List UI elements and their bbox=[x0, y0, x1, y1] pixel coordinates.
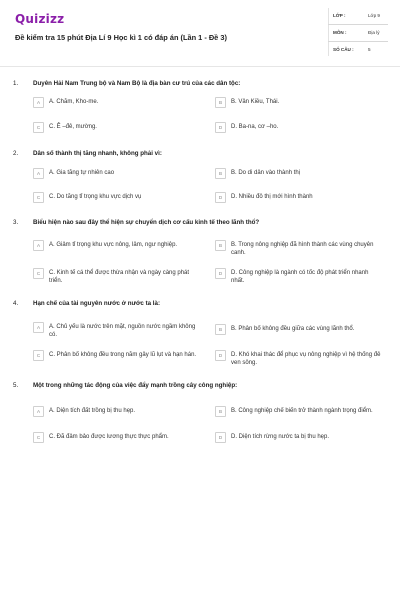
meta-value: Lớp 9 bbox=[368, 13, 380, 18]
question-text: Duyên Hải Nam Trung bộ và Nam Bộ là địa bàn cư trú của các dân tộc: bbox=[33, 80, 241, 87]
option-letter-box: B bbox=[215, 168, 226, 179]
option-text: D. Công nghiệp là ngành có tốc độ phát triển nhanh nhất. bbox=[231, 270, 369, 284]
question-number: 4. bbox=[13, 300, 19, 307]
option-text: B. Phân bố không đều giữa các vùng lãnh thổ. bbox=[231, 326, 355, 332]
option-text: D. Diện tích rừng nước ta bị thu hẹp. bbox=[231, 434, 330, 440]
option-text: D. Khó khai thác để phục vụ nông nghiệp vì hệ thống đê ven sông. bbox=[231, 352, 381, 366]
option-text: C. Kinh tế cá thể được thừa nhận và ngày càng phát triển. bbox=[49, 270, 190, 284]
option-text: B. Vân Kiều, Thái. bbox=[231, 99, 280, 105]
option-letter-box: A bbox=[33, 322, 44, 333]
meta-value: 5 bbox=[368, 47, 371, 52]
option-text: B. Công nghiệp chế biến trở thành ngành trọng điểm. bbox=[231, 408, 373, 414]
option-text: B. Do di dân vào thành thị bbox=[231, 170, 301, 176]
option-letter-box: C bbox=[33, 432, 44, 443]
option-letter-box: D bbox=[215, 122, 226, 133]
option-letter-box: C bbox=[33, 350, 44, 361]
header-divider bbox=[0, 66, 400, 67]
meta-row-count bbox=[328, 42, 388, 58]
option-text: C. Phân bố không đều trong năm gây lũ lụt và hạn hán. bbox=[49, 352, 197, 358]
meta-value: Địa lý bbox=[368, 30, 380, 35]
meta-label: LỚP : bbox=[333, 13, 346, 18]
option-letter-box: D bbox=[215, 350, 226, 361]
question-number: 5. bbox=[13, 382, 19, 389]
option-text: A. Chủ yếu là nước trên mặt, nguồn nước ngầm không có. bbox=[49, 324, 196, 338]
question-text: Một trong những tác động của việc đẩy mạnh trồng cây công nghiệp: bbox=[33, 382, 238, 389]
option-letter-box: A bbox=[33, 97, 44, 108]
question-text: Hạn chế của tài nguyên nước ở nước ta là: bbox=[33, 300, 161, 307]
meta-table bbox=[328, 8, 388, 58]
option-letter-box: C bbox=[33, 268, 44, 279]
option-text: A. Gia tăng tự nhiên cao bbox=[49, 170, 115, 176]
option-text: D. Nhiều đô thị mới hình thành bbox=[231, 194, 313, 200]
meta-row-class bbox=[328, 8, 388, 25]
option-text: C. Đã đảm bảo được lương thực thực phẩm. bbox=[49, 434, 169, 440]
meta-label: SỐ CÂU : bbox=[333, 47, 354, 52]
option-text: B. Trong nông nghiệp đã hình thành các vùng chuyên canh. bbox=[231, 242, 374, 256]
option-text: A. Chăm, Kho-me. bbox=[49, 99, 99, 105]
option-text: A. Diện tích đất trồng bị thu hẹp. bbox=[49, 408, 136, 414]
option-text: A. Giảm tỉ trọng khu vực nông, lâm, ngư nghiệp. bbox=[49, 242, 178, 248]
option-text: D. Ba-na, cơ –ho. bbox=[231, 124, 279, 130]
option-text: C. Ê –đê, mường. bbox=[49, 124, 97, 130]
option-letter-box: D bbox=[215, 192, 226, 203]
option-text: C. Do tăng tỉ trọng khu vực dịch vụ bbox=[49, 194, 142, 200]
question-number: 2. bbox=[13, 150, 19, 157]
option-letter-box: B bbox=[215, 240, 226, 251]
question-text: Biểu hiện nào sau đây thể hiện sự chuyển dịch cơ cấu kinh tế theo lãnh thổ? bbox=[33, 219, 260, 226]
option-letter-box: D bbox=[215, 268, 226, 279]
option-letter-box: A bbox=[33, 406, 44, 417]
question-text: Dân số thành thị tăng nhanh, không phải vì: bbox=[33, 150, 162, 157]
option-letter-box: A bbox=[33, 168, 44, 179]
question-number: 3. bbox=[13, 219, 19, 226]
question-number: 1. bbox=[13, 80, 19, 87]
option-letter-box: D bbox=[215, 432, 226, 443]
option-letter-box: A bbox=[33, 240, 44, 251]
option-letter-box: B bbox=[215, 97, 226, 108]
page-title: Đề kiểm tra 15 phút Địa Lí 9 Học kì 1 có đáp án (Lần 1 - Đề 3) bbox=[15, 33, 227, 42]
option-letter-box: C bbox=[33, 122, 44, 133]
worksheet-header bbox=[0, 0, 400, 66]
option-letter-box: B bbox=[215, 324, 226, 335]
meta-label: MÔN : bbox=[333, 30, 347, 35]
option-letter-box: C bbox=[33, 192, 44, 203]
quizizz-logo: Quizizz bbox=[15, 12, 65, 26]
meta-row-subject bbox=[328, 25, 388, 42]
option-letter-box: B bbox=[215, 406, 226, 417]
